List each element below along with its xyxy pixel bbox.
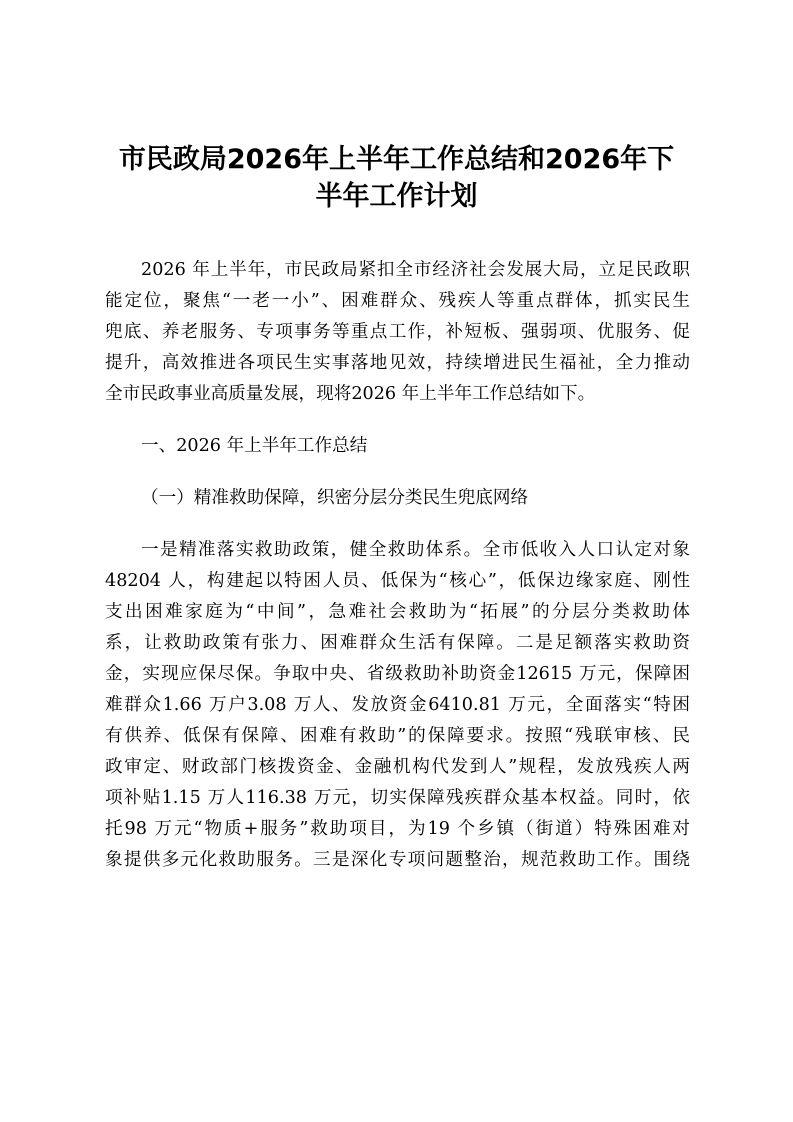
paragraph-gap [105,514,690,535]
intro-paragraph [105,255,690,410]
text-line: 项补贴1.15 万人116.38 万元，切实保障残疾群众基本权益。同时，依 [105,788,690,808]
text-line: 提升，高效推进各项民生实事落地见效，持续增进民生福祉，全力推动 [105,353,690,373]
text-line: 托98 万元“物质+服务”救助项目，为19 个乡镇（街道）特殊困难对 [105,819,690,839]
text-line: 48204 人，构建起以特困人员、低保为“核心”，低保边缘家庭、刚性 [105,571,690,591]
text-line: 象提供多元化救助服务。三是深化专项问题整治，规范救助工作。围绕 [105,850,690,870]
text-line: 2026 年上半年，市民政局紧扣全市经济社会发展大局，立足民政职 [141,260,690,280]
paragraph-gap [105,462,690,483]
text-line: 有供养、低保有保障、困难有救助”的保障要求。按照“残联审核、民 [105,726,690,746]
text-line: 能定位，聚焦“一老一小”、困难群众、残疾人等重点群体，抓实民生 [105,291,690,311]
document-title-line-2: 半年工作计划 [315,181,478,212]
text-line: 一是精准落实救助政策，健全救助体系。全市低收入人口认定对象 [141,540,690,560]
paragraph-gap [105,410,690,431]
document-body [105,255,690,876]
text-line: 系，让救助政策有张力、困难群众生活有保障。二是足额落实救助资 [105,633,690,653]
text-line: 兜底、养老服务、专项事务等重点工作，补短板、强弱项、优服务、促 [105,322,690,342]
document-title-line-1: 市民政局2026年上半年工作总结和2026年下 [118,144,675,175]
text-line: 全市民政事业高质量发展，现将2026 年上半年工作总结如下。 [105,384,596,404]
text-line: 金，实现应保尽保。争取中央、省级救助补助资金12615 万元，保障困 [105,664,690,684]
text-line: 政审定、财政部门核拨资金、金融机构代发到人”规程，发放残疾人两 [105,757,690,777]
body-paragraph [105,535,690,876]
section-heading: 一、2026 年上半年工作总结 [141,436,368,456]
text-line: 难群众1.66 万户3.08 万人、发放资金6410.81 万元，全面落实“特困 [105,695,690,715]
subsection-heading: （一）精准救助保障，织密分层分类民生兜底网络 [141,488,529,508]
text-line: 支出困难家庭为“中间”，急难社会救助为“拓展”的分层分类救助体 [105,602,690,622]
